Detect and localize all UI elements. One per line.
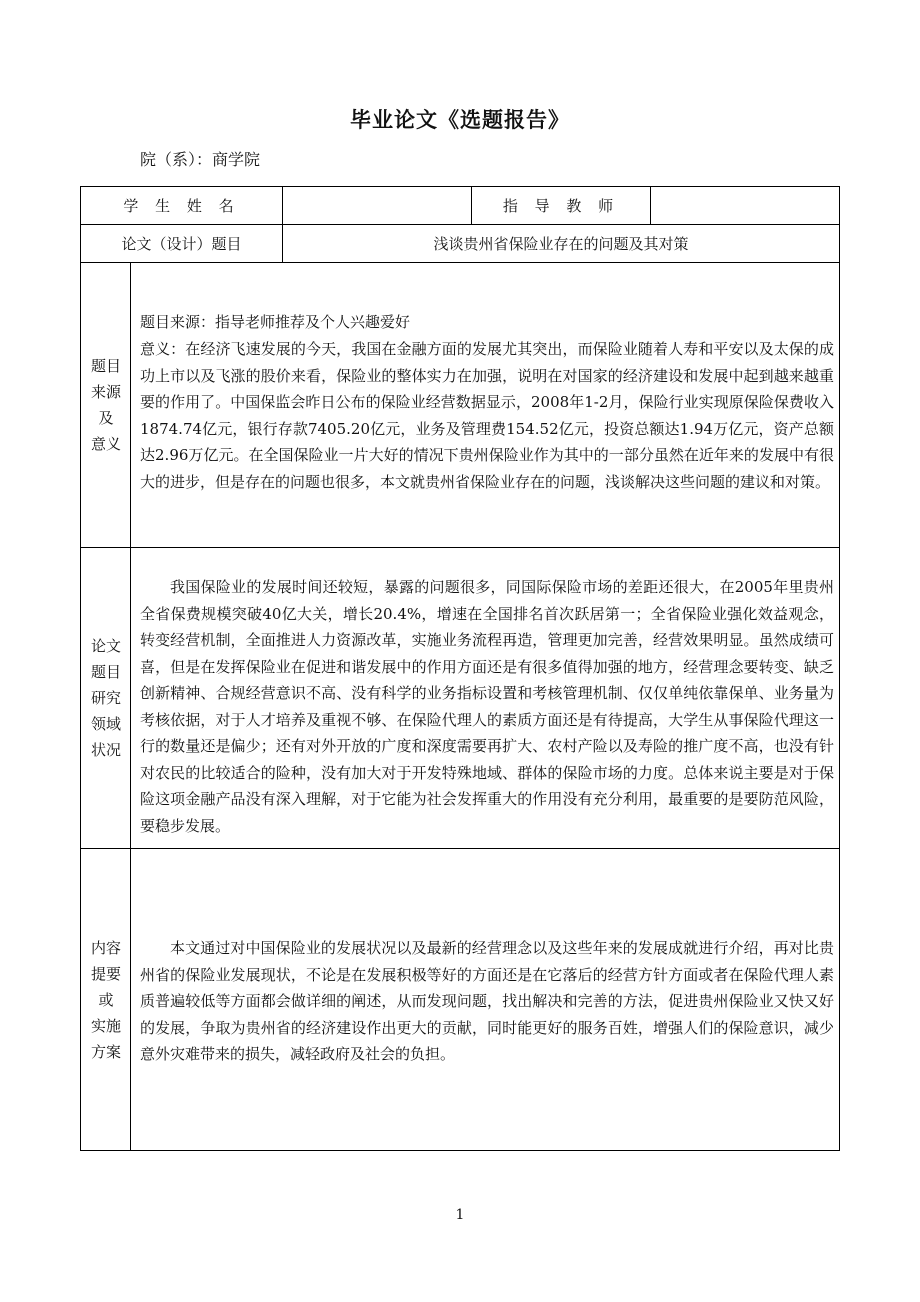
student-name-value: [283, 187, 471, 224]
document-title: 毕业论文《选题报告》: [350, 108, 570, 132]
research-status-text: 我国保险业的发展时间还较短，暴露的问题很多，同国际保险市场的差距还很大，在2005年里贵州全省保费规模突破40亿大关，增长20.4%，增速在全国排名首次跃居第一；全省保险业强化效益观念，转变经营机制，全面推进人力资源改革，实施业务流程再造，管理更加完善，经营效果明显。虽然成绩可喜，但是在发挥保险业在促进和谐发展中的作用方面还是有很多值得加强的地方，经营理念要转变、缺乏创新精神、合规经营意识不高、没有科学的业务指标设置和考核管理机制、仅仅单纯依靠保单、业务量为考核依据，对于人才培养及重视不够、在保险代理人的素质方面还是有待提高，大学生从事保险代理这一行的数量还是偏少；还有对外开放的广度和深度需要再扩大、农村产险以及寿险的推广度不高，也没有针对农民的比较适合的险种，没有加大对于开发特殊地域、群体的保险市场的力度。总体来说主要是对于保险这项金融产品没有深入理解，对于它能为社会发挥重大的作用没有充分利用，最重要的是要防范风险，要稳步发展。: [140, 578, 834, 835]
source-meaning-label: [82, 263, 130, 547]
label-line: 论文: [90, 637, 121, 655]
row-divider: [80, 547, 840, 548]
label-line: 内容: [90, 938, 121, 957]
table-border-right: [839, 186, 840, 1151]
content-plan-text: 本文通过对中国保险业的发展状况以及最新的经营理念以及这些年来的发展成就进行介绍，再对比贵州省的保险业发展现状，不论是在发展积极等好的方面还是在它落后的经营方针方面或者在保险代理人素质普遍较低等方面都会做详细的阐述，从而发现问题，找出解决和完善的方法，促进贵州保险业又快又好的发展，争取为贵州省的经济建设作出更大的贡献，同时能更好的服务百姓，增强人们的保险意识，减少意外灾难带来的损失，减轻政府及社会的负担。: [140, 939, 834, 1063]
label-line: 及: [98, 409, 114, 427]
label-line: 来源: [90, 383, 121, 401]
label-line: 方案: [90, 1042, 121, 1061]
label-line: 提要: [90, 964, 121, 983]
label-line: 研究: [90, 689, 121, 707]
table-border-left: [80, 186, 81, 1151]
label-line: 意义: [90, 435, 121, 453]
col-divider: [130, 262, 131, 1151]
label-line: 实施: [90, 1016, 121, 1035]
row-divider: [80, 262, 840, 263]
table-border-bottom: [80, 1150, 840, 1151]
label-line: 题目: [90, 663, 121, 681]
label-line: 或: [98, 990, 114, 1009]
content-plan-label: [82, 849, 130, 1150]
advisor-label: 指 导 教 师: [502, 197, 620, 215]
student-name-label: 学 生 姓 名: [123, 197, 240, 215]
department-line: 院（系）：商学院: [140, 150, 261, 169]
research-status-label: [82, 548, 130, 848]
thesis-title-value: 浅谈贵州省保险业存在的问题及其对策: [433, 235, 689, 253]
row-divider: [80, 848, 840, 849]
label-line: 领域: [90, 715, 121, 733]
topic-meaning-text: 意义：在经济飞速发展的今天，我国在金融方面的发展尤其突出，而保险业随着人寿和平安以及太保的成功上市以及飞涨的股价来看，保险业的整体实力在加强，说明在对国家的经济建设和发展中起到越来越重要的作用了。中国保监会昨日公布的保险业经营数据显示，2008年1-2月，保险行业实现原保险保费收入1874.74亿元，银行存款7405.20亿元，业务及管理费154.52亿元，投资总额达1.94万亿元，资产总额达2.96万亿元。在全国保险业一片大好的情况下贵州保险业作为其中的一部分虽然在近年来的发展中有很大的进步，但是存在的问题也很多，本文就贵州省保险业存在的问题，浅谈解决这些问题的建议和对策。: [140, 340, 834, 491]
advisor-value: [651, 187, 839, 224]
topic-source-text: 题目来源：指导老师推荐及个人兴趣爱好: [140, 313, 411, 331]
thesis-title-label: 论文（设计）题目: [121, 235, 242, 253]
label-line: 题目: [90, 357, 121, 375]
label-line: 状况: [90, 741, 121, 759]
page-number: 1: [455, 1207, 465, 1223]
